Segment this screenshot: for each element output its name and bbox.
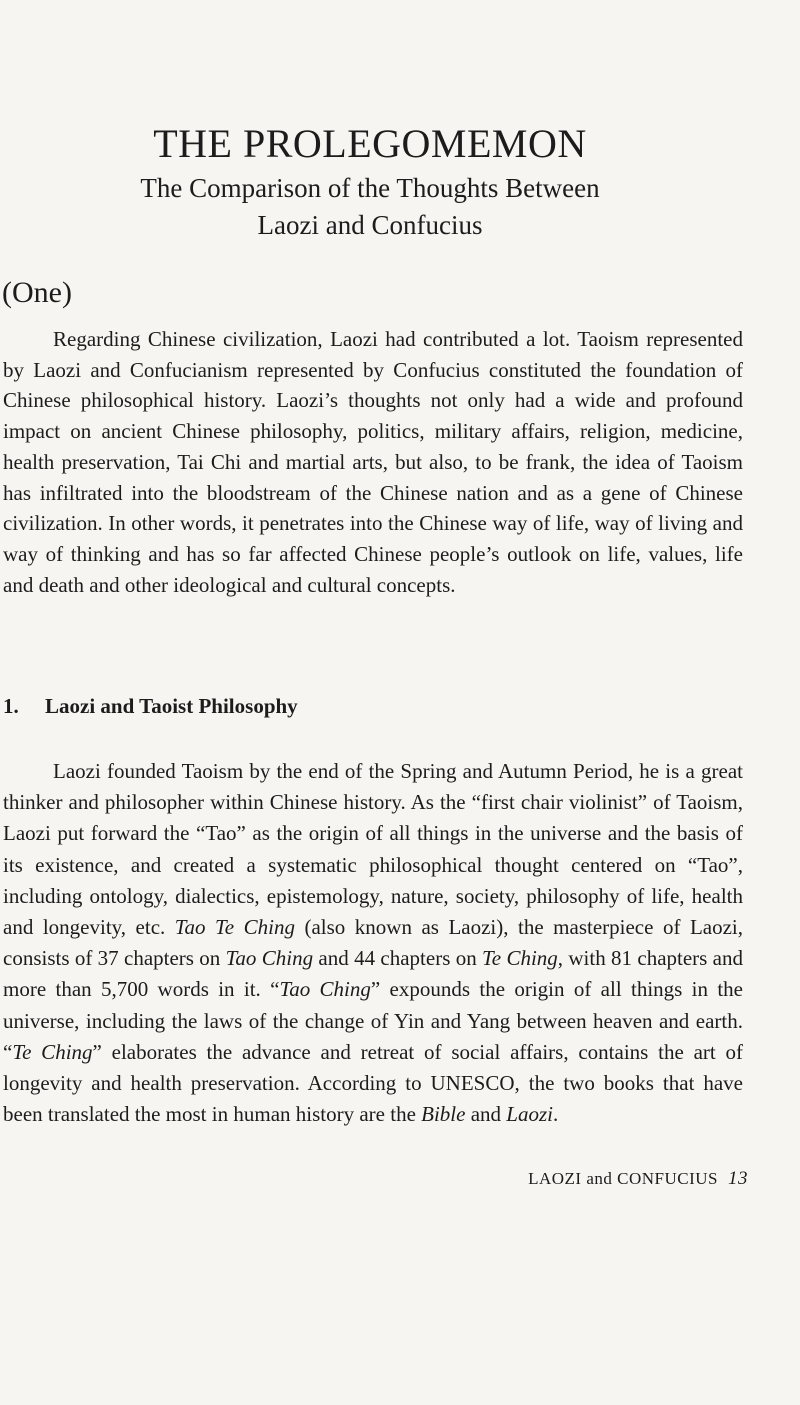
subsection-number: 1. xyxy=(3,694,19,718)
book-title-italic: Tao Te Ching xyxy=(174,915,295,940)
book-title-italic: Te Ching xyxy=(482,946,558,971)
section-heading: (One) xyxy=(2,276,72,309)
text-run: , with 81 chapters and more than 5,700 words in it. “ xyxy=(3,946,743,1002)
subtitle-line-2: Laozi and Confucius xyxy=(257,210,483,240)
subsection-title: Laozi and Taoist Philosophy xyxy=(45,694,298,718)
subsection-heading xyxy=(3,694,298,719)
text-run: and 44 chapters on xyxy=(313,946,483,971)
book-title-italic: Bible xyxy=(421,1102,466,1127)
page-number: 13 xyxy=(728,1168,748,1189)
running-title: LAOZI and CONFUCIUS xyxy=(528,1169,718,1188)
book-title-italic: Laozi xyxy=(506,1102,553,1127)
taoism-paragraph xyxy=(3,756,743,1130)
text-run: ” elaborates the advance and retreat of social affairs, contains the art of longevity and health preservation. According to UNESCO, the two books that have been translated the most in human history are the xyxy=(3,1039,743,1127)
intro-paragraph: Regarding Chinese civilization, Laozi had contributed a lot. Taoism represented by Laozi and Confucianism represented by Confucius constituted the foundation of Chinese philosophical history. Laozi’s thoughts not only had a wide and profound impact on ancient Chinese philosophy, politics, military affairs, religion, medicine, health preservation, Tai Chi and martial arts, but also, to be frank, the idea of Taoism has infiltrated into the bloodstream of the Chinese nation and as a gene of Chinese civilization. In other words, it penetrates into the Chinese way of life, way of living and way of thinking and has so far affected Chinese people’s outlook on life, values, life and death and other ideological and cultural concepts. xyxy=(3,327,743,597)
page-title: THE PROLEGOMEMON xyxy=(153,121,587,166)
text-run: ” expounds the origin of all things in the universe, including the laws of the change of Yin and Yang between heaven and earth. “ xyxy=(3,977,743,1064)
book-title-italic: Tao Ching xyxy=(279,977,371,1002)
page-subtitle xyxy=(0,170,740,244)
subtitle-line-1: The Comparison of the Thoughts Between xyxy=(140,173,600,203)
text-run: and xyxy=(465,1102,507,1127)
page-footer xyxy=(528,1168,748,1190)
book-title-italic: Tao Ching xyxy=(225,946,314,971)
text-run: Laozi founded Taoism by the end of the Spring and Autumn Period, he is a great thinker and philosopher within Chinese history. As the “first chair violinist” of Taoism, Laozi put forward the “Tao” as the origin of all things in the universe and the basis of its existence, and created a systematic philosophical thought centered on “Tao”, including ontology, dialectics, epistemology, nature, society, philosophy of life, health and longevity, etc. xyxy=(3,759,743,940)
text-run: . xyxy=(552,1102,559,1127)
book-title-italic: Te Ching xyxy=(12,1039,93,1064)
text-run: (also known as Laozi), the masterpiece of Laozi, consists of 37 chapters on xyxy=(3,915,743,971)
